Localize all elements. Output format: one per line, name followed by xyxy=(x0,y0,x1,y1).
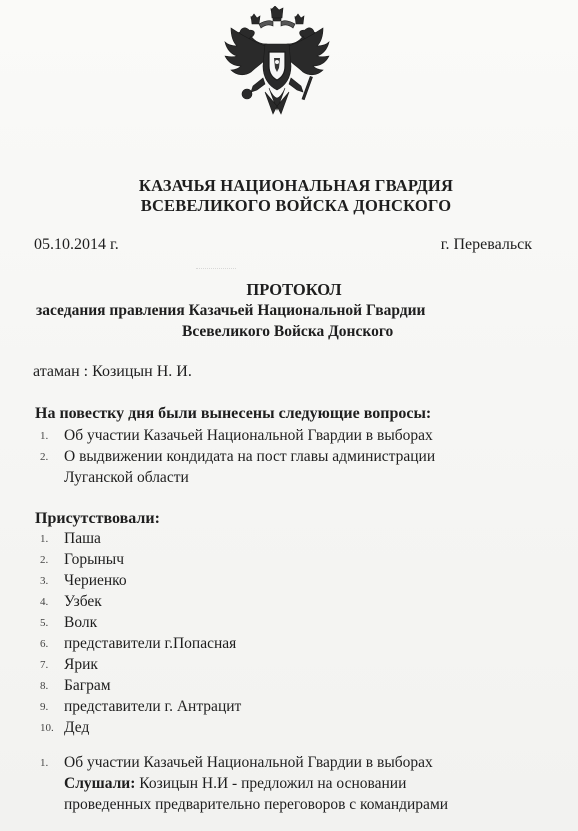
double-headed-eagle-emblem xyxy=(221,6,333,118)
document-date: 05.10.2014 г. xyxy=(34,236,119,253)
attendee-name: Баграм xyxy=(64,677,111,694)
listened-label: Слушали: xyxy=(64,775,136,792)
attendee-name: Дед xyxy=(64,719,90,736)
attendee-name: представители г.Попасная xyxy=(64,635,237,652)
list-number: 1. xyxy=(40,533,49,545)
agenda-item-text: О выдвижении кондидата на пост главы администрации xyxy=(64,448,436,465)
list-item xyxy=(38,633,241,654)
list-item xyxy=(38,549,241,570)
attendee-name: Волк xyxy=(64,614,98,631)
discussion-title: Об участии Казачьей Национальной Гвардии в выборах xyxy=(64,754,433,771)
list-item xyxy=(38,570,241,591)
agenda-item-text-cont: Луганской области xyxy=(64,469,189,486)
list-number: 9. xyxy=(40,701,49,713)
list-item xyxy=(38,612,241,633)
attendee-name: Паша xyxy=(64,530,101,547)
list-number: 4. xyxy=(40,596,49,608)
document-city: г. Перевальск xyxy=(440,236,532,253)
attendee-name: Узбек xyxy=(64,593,102,610)
list-number: 1. xyxy=(40,757,49,769)
list-item xyxy=(38,591,241,612)
list-number: 2. xyxy=(40,451,49,463)
list-number: 6. xyxy=(40,638,49,650)
list-item xyxy=(38,446,435,488)
attendee-name: Ярик xyxy=(64,656,98,673)
protocol-subtitle-line-1: заседания правления Казачьей Национальной Гвардии xyxy=(36,302,426,319)
agenda-item-text: Об участии Казачьей Национальной Гвардии в выборах xyxy=(64,427,433,444)
discussion-list xyxy=(38,752,448,815)
attendee-name: представители г. Антрацит xyxy=(64,698,242,715)
organization-name-line-2: ВСЕВЕЛИКОГО ВОЙСКА ДОНСКОГО xyxy=(140,196,452,215)
list-number: 3. xyxy=(40,575,49,587)
organization-name-line-1: КАЗАЧЬЯ НАЦИОНАЛЬНАЯ ГВАРДИЯ xyxy=(138,176,454,195)
list-number: 5. xyxy=(40,617,49,629)
list-item xyxy=(38,717,241,738)
list-item xyxy=(38,675,241,696)
list-number: 8. xyxy=(40,680,49,692)
faint-mark xyxy=(196,268,236,277)
list-number: 7. xyxy=(40,659,49,671)
list-number: 1. xyxy=(40,430,49,442)
agenda-list xyxy=(38,425,435,488)
list-item xyxy=(38,654,241,675)
protocol-title: ПРОТОКОЛ xyxy=(246,280,342,299)
attendee-name: Чериенко xyxy=(64,572,127,589)
list-item xyxy=(38,425,435,446)
list-number: 10. xyxy=(40,722,54,734)
discussion-text-cont: проведенных предварительно переговоров с командирами xyxy=(64,796,449,813)
protocol-subtitle-line-2: Всевеликого Войска Донского xyxy=(182,323,394,340)
listened-text: Козицын Н.И - предложил на основании xyxy=(135,775,407,792)
ataman-line: атаман : Козицын Н. И. xyxy=(33,363,192,380)
list-item xyxy=(38,528,241,549)
attendees-heading: Присутствовали: xyxy=(35,510,160,527)
agenda-heading: На повестку дня были вынесены следующие вопросы: xyxy=(35,405,432,422)
attendee-name: Горыныч xyxy=(64,551,125,568)
list-item xyxy=(38,696,241,717)
list-item xyxy=(38,752,448,815)
attendees-list xyxy=(38,528,241,738)
list-number: 2. xyxy=(40,554,49,566)
